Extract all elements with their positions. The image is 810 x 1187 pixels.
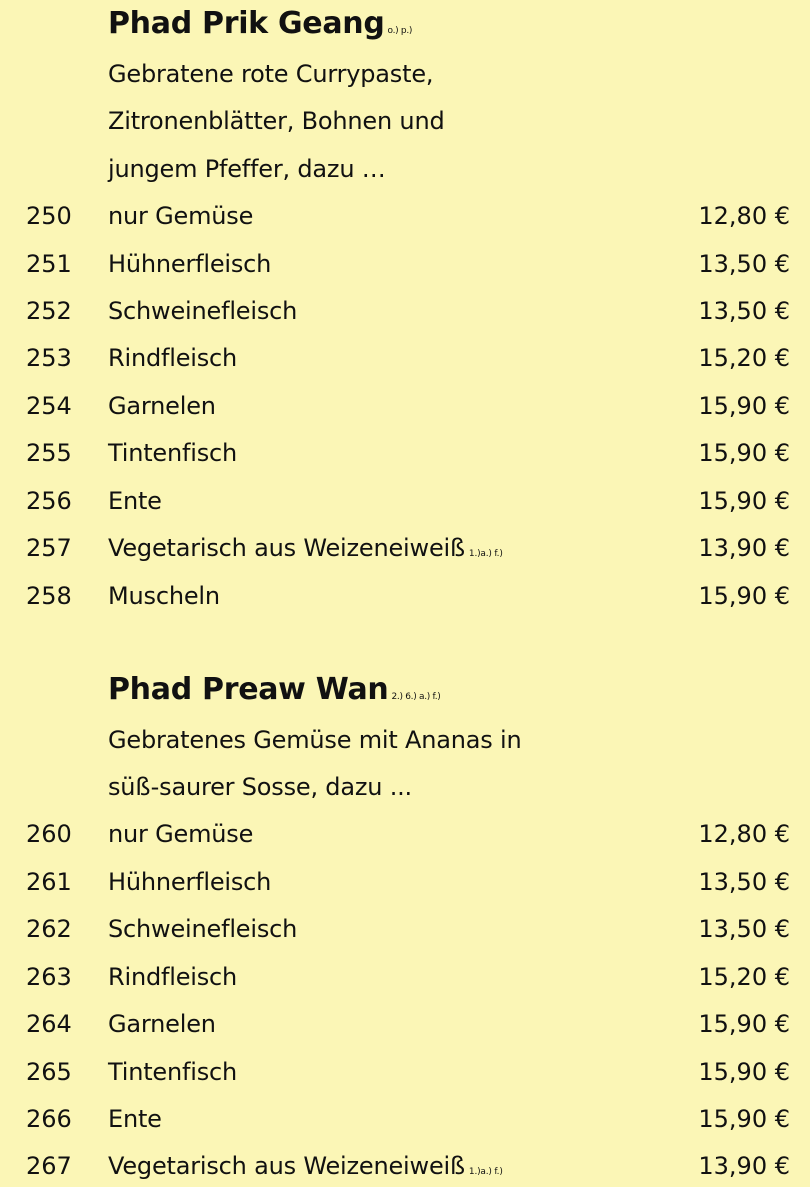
item-name [108,1058,237,1086]
item-number: 253 [26,344,72,372]
item-price: 13,90 € [698,1152,790,1180]
allergen-note: 1.)a.) f.) [468,1167,503,1177]
item-name [108,534,503,562]
item-number: 255 [26,439,72,467]
item-number: 262 [26,915,72,943]
item-name [108,344,237,372]
menu-item [0,582,810,612]
item-number: 251 [26,250,72,278]
item-price: 15,20 € [698,963,790,991]
item-name [108,963,237,991]
item-number: 257 [26,534,72,562]
item-number: 261 [26,868,72,896]
item-name-text: Tintenfisch [108,439,238,467]
item-name-text: Muscheln [108,582,220,610]
item-price: 15,20 € [698,344,790,372]
item-name [108,582,220,610]
menu-item [0,439,810,469]
item-name-text: Rindfleisch [108,344,238,372]
item-price: 15,90 € [698,582,790,610]
section-title-text: Phad Preaw Wan [108,672,389,707]
item-name [108,820,253,848]
section-description-line: süß-saurer Sosse, dazu ... [108,773,412,801]
item-name [108,487,162,515]
menu-item [0,1105,810,1135]
allergen-note: o.) p.) [387,26,413,36]
item-name-text: nur Gemüse [108,820,254,848]
item-price: 15,90 € [698,1010,790,1038]
item-number: 250 [26,202,72,230]
item-name [108,1010,216,1038]
item-name-text: Rindfleisch [108,963,238,991]
menu-item [0,963,810,993]
allergen-note: 1.)a.) f.) [468,549,503,559]
item-name-text: Garnelen [108,392,216,420]
item-price: 13,90 € [698,534,790,562]
item-name-text: Vegetarisch aus Weizeneiweiß [108,1152,465,1180]
menu-item [0,1152,810,1182]
item-name-text: nur Gemüse [108,202,254,230]
item-name-text: Tintenfisch [108,1058,238,1086]
item-name-text: Schweinefleisch [108,915,298,943]
menu-item [0,392,810,422]
item-number: 258 [26,582,72,610]
item-number: 256 [26,487,72,515]
item-price: 15,90 € [698,392,790,420]
item-price: 12,80 € [698,820,790,848]
item-name-text: Schweinefleisch [108,297,298,325]
item-name [108,439,237,467]
item-number: 267 [26,1152,72,1180]
menu-item [0,534,810,564]
item-name-text: Ente [108,1105,162,1133]
menu-item [0,915,810,945]
item-name-text: Garnelen [108,1010,216,1038]
menu-item [0,820,810,850]
item-price: 13,50 € [698,868,790,896]
menu-item [0,1010,810,1040]
item-name [108,297,297,325]
item-number: 266 [26,1105,72,1133]
item-price: 15,90 € [698,1058,790,1086]
item-number: 263 [26,963,72,991]
item-name-text: Ente [108,487,162,515]
item-name-text: Hühnerfleisch [108,250,272,278]
section-title [108,672,441,707]
section-description-line: Gebratene rote Currypaste, [108,60,434,88]
menu-item [0,1058,810,1088]
section-description-line: jungem Pfeffer, dazu … [108,155,386,183]
item-name [108,202,253,230]
section-title-text: Phad Prik Geang [108,6,385,41]
item-number: 252 [26,297,72,325]
menu-item [0,868,810,898]
menu-item [0,487,810,517]
section-description-line: Gebratenes Gemüse mit Ananas in [108,726,522,754]
item-name [108,915,297,943]
item-price: 13,50 € [698,297,790,325]
item-price: 13,50 € [698,250,790,278]
item-name [108,868,271,896]
item-name-text: Vegetarisch aus Weizeneiweiß [108,534,465,562]
item-price: 13,50 € [698,915,790,943]
item-number: 264 [26,1010,72,1038]
menu-item [0,297,810,327]
item-price: 15,90 € [698,487,790,515]
item-name [108,1152,503,1180]
menu-item [0,250,810,280]
allergen-note: 2.) 6.) a.) f.) [391,692,441,702]
section-title [108,6,412,41]
section-description-line: Zitronenblätter, Bohnen und [108,107,445,135]
item-price: 15,90 € [698,439,790,467]
item-name [108,250,271,278]
item-number: 265 [26,1058,72,1086]
item-price: 15,90 € [698,1105,790,1133]
item-name-text: Hühnerfleisch [108,868,272,896]
item-number: 260 [26,820,72,848]
menu-item [0,202,810,232]
menu-item [0,344,810,374]
item-price: 12,80 € [698,202,790,230]
item-name [108,1105,162,1133]
item-name [108,392,216,420]
item-number: 254 [26,392,72,420]
